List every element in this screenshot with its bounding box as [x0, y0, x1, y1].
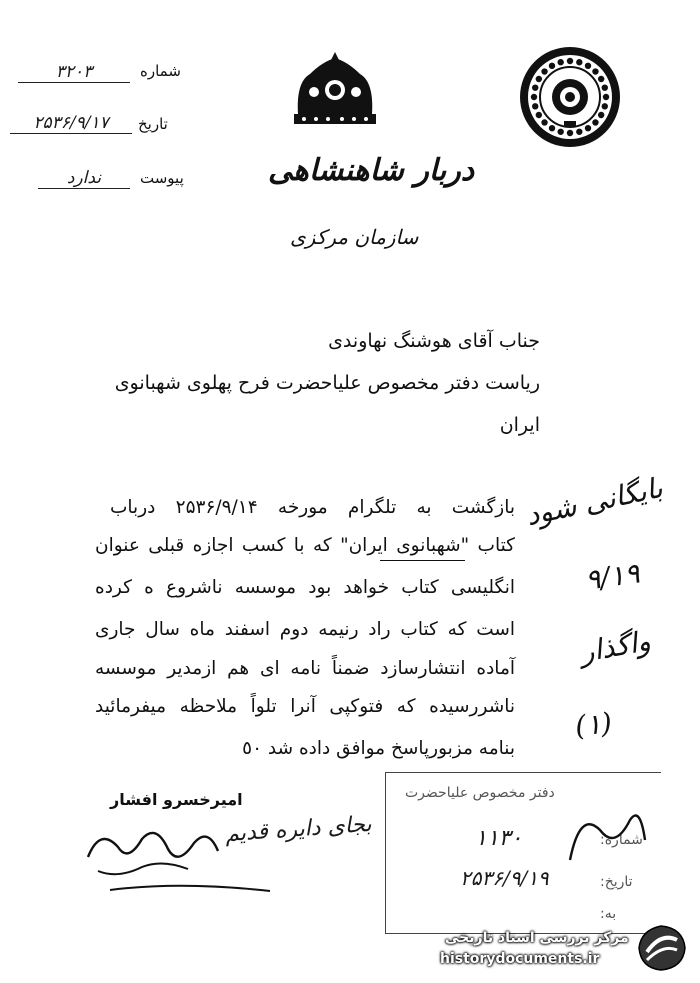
seal-bead — [549, 125, 555, 131]
number-label: شماره — [140, 62, 181, 80]
signature-scribble — [70, 805, 280, 900]
date-value: ۲۵۳۶/۹/۱۷ — [10, 113, 132, 134]
margin-note-archive: بایگانی شود — [523, 470, 666, 533]
margin-note-ref: (۱) — [573, 706, 614, 743]
seal-bead — [576, 59, 582, 65]
signature-handwritten-line: بجای دایره قدیم — [224, 811, 373, 848]
seal-bead — [536, 76, 542, 82]
body-line: انگلیسی کتاب خواهد بود موسسه ناشروع ه کرده — [95, 577, 515, 598]
recipient-title: ریاست دفتر مخصوص علیاحضرت فرح پهلوی شهبانوی — [114, 372, 540, 394]
seal-bead — [585, 63, 591, 69]
stamp-number-value: ۱۱۳۰ — [475, 826, 523, 851]
stamp-to-label: به: — [600, 906, 617, 922]
attachment-label: پیوست — [140, 169, 184, 187]
seal-bead — [585, 125, 591, 131]
signer-name: امیرخسرو افشار — [110, 790, 243, 809]
title-underline — [380, 560, 465, 561]
attachment-value: ندارد — [38, 168, 130, 189]
watermark-url: historydocuments.ir — [440, 951, 600, 967]
body-line: آماده انتشارسازد ضمناً نامه ای هم ازمدیر موسسه — [95, 658, 515, 679]
seal-bead — [536, 112, 542, 118]
seal-bead — [603, 94, 609, 100]
margin-note-date: ۹/۱۹ — [582, 556, 642, 597]
seal-bead — [557, 59, 563, 65]
seal-bead — [541, 68, 547, 74]
seal-bead — [532, 103, 538, 109]
org-subtitle: سازمان مرکزی — [290, 225, 419, 249]
body-line: بازگشت به تلگرام مورخه ۲۵۳۶/۹/۱۴ درباب — [110, 497, 515, 518]
seal-bead — [557, 129, 563, 135]
org-title: دربار شاهنشاهی — [268, 153, 475, 188]
body-line: است که کتاب راد رنیمه دوم اسفند ماه سال جاری — [95, 619, 515, 640]
date-label: تاریخ — [138, 115, 168, 133]
seal-bead — [576, 129, 582, 135]
stamp-office: دفتر مخصوص علیاحضرت — [405, 785, 555, 801]
seal-bead — [592, 68, 598, 74]
watermark-title: مرکز بررسی اسناد تاریخی — [445, 930, 629, 946]
seal-bead — [592, 119, 598, 125]
margin-note-assign: واگذار — [577, 624, 653, 669]
seal-bead — [598, 76, 604, 82]
body-line: کتاب "شهبانوی ایران" که با کسب اجازه قبلی عنوان — [95, 535, 515, 556]
number-value: ۳۲۰۳ — [18, 62, 130, 83]
seal-bead — [598, 112, 604, 118]
seal-bead — [531, 94, 537, 100]
body-line: ناشررسیده که فتوکپی آنرا تلواً ملاحظه میفرمائید — [95, 696, 515, 717]
stamp-number-label: شماره: — [600, 832, 643, 848]
crown-emblem — [290, 52, 380, 128]
seal-bead — [567, 130, 573, 136]
recipient-title-cont: ایران — [499, 414, 540, 436]
stamp-date-label: تاریخ: — [600, 874, 633, 890]
body-line: بنامه مزبورپاسخ موافق داده شد ٥٠ — [242, 738, 515, 759]
archive-logo-icon — [633, 922, 689, 974]
royal-seal-icon — [518, 45, 622, 149]
seal-bead — [602, 84, 608, 90]
seal-bead — [541, 119, 547, 125]
recipient-name: جناب آقای هوشنگ نهاوندی — [328, 330, 540, 352]
seal-bead — [567, 58, 573, 64]
stamp-date-value: ۲۵۳۶/۹/۱۹ — [460, 866, 549, 890]
seal-bead — [549, 63, 555, 69]
seal-bead — [532, 84, 538, 90]
stamp-handwritten-mark — [560, 800, 650, 875]
seal-bead — [602, 103, 608, 109]
